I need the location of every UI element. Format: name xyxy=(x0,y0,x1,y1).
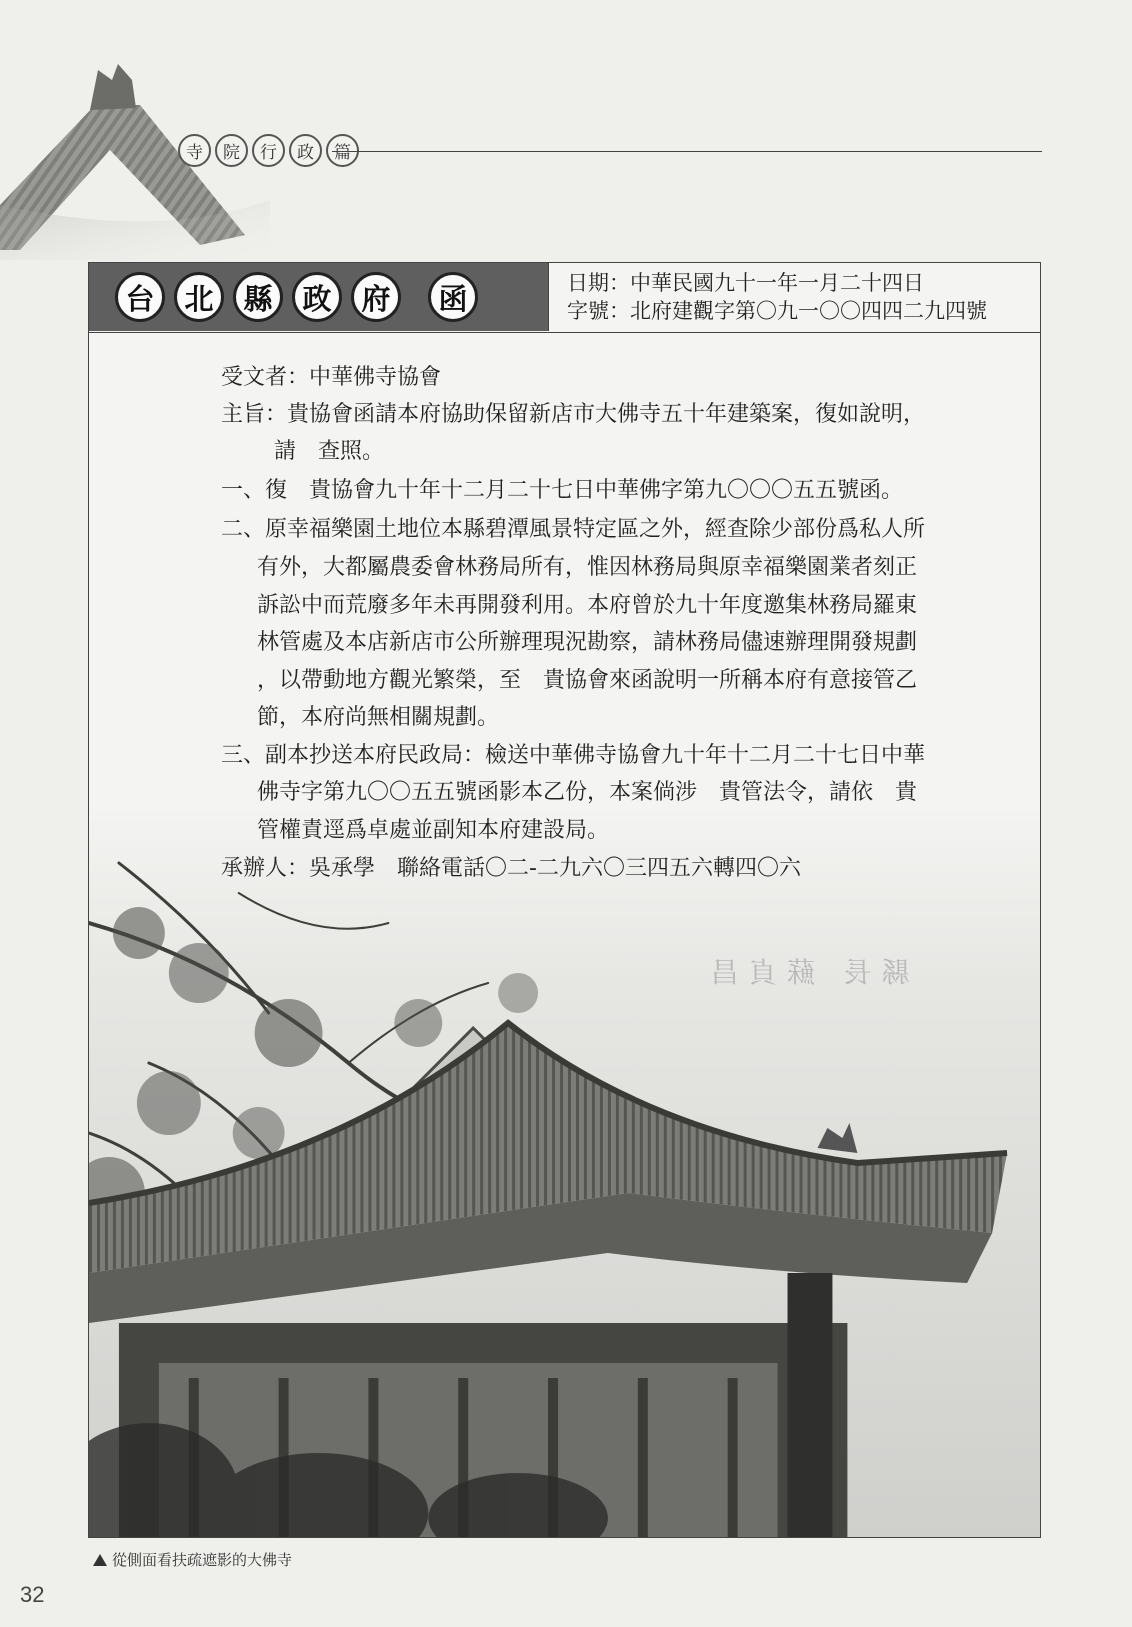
section-title-char: 院 xyxy=(215,134,248,167)
header-rule xyxy=(332,151,1042,152)
section-title-char: 篇 xyxy=(326,134,359,167)
contact-line: 承辦人：吳承學 聯絡電話〇二-二九六〇三四五六轉四〇六 xyxy=(221,856,801,881)
letterhead-char: 縣 xyxy=(233,272,283,322)
photo-caption xyxy=(93,1549,292,1570)
letter-date: 日期：中華民國九十一年一月二十四日 xyxy=(567,271,924,295)
subject-line: 主旨：貴協會函請本府協助保留新店市大佛寺五十年建築案，復如說明， xyxy=(221,402,926,427)
letterhead-char: 北 xyxy=(174,272,224,322)
item-2-line: 節，本府尚無相關規劃。 xyxy=(257,705,500,730)
letterhead-char: 台 xyxy=(115,272,165,322)
document-frame xyxy=(88,262,1041,1538)
section-title-char: 政 xyxy=(289,134,322,167)
recipient-line: 受文者：中華佛寺協會 xyxy=(221,365,442,390)
roof-ornament-image xyxy=(0,0,270,265)
item-2-line: 林管處及本店新店市公所辦理現況勘察，請林務局儘速辦理開發規劃 xyxy=(257,630,918,655)
caption-text: 從側面看扶疏遮影的大佛寺 xyxy=(112,1551,293,1569)
triangle-up-icon xyxy=(93,1554,107,1566)
letter-reference: 字號：北府建觀字第〇九一〇〇四四二九四號 xyxy=(567,299,987,323)
item-2: 二、原幸福樂園土地位本縣碧潭風景特定區之外，經查除少部份爲私人所 xyxy=(221,517,926,542)
section-title-char: 行 xyxy=(252,134,285,167)
item-3-line: 管權責逕爲卓處並副知本府建設局。 xyxy=(257,818,610,843)
item-1: 一、復 貴協會九十年十二月二十七日中華佛字第九〇〇〇五五號函。 xyxy=(221,478,904,503)
letterhead-char-letter: 函 xyxy=(428,272,478,322)
subject-line-cont: 請 查照。 xyxy=(274,439,385,464)
letter-body xyxy=(89,263,1040,1537)
letterhead-char: 府 xyxy=(351,272,401,322)
item-2-line: 訴訟中而荒廢多年未再開發利用。本府曾於九十年度邀集林務局羅東 xyxy=(257,593,918,618)
letterhead-char: 政 xyxy=(292,272,342,322)
page-number: 32 xyxy=(20,1582,45,1607)
item-3: 三、副本抄送本府民政局：檢送中華佛寺協會九十年十二月二十七日中華 xyxy=(221,743,926,768)
section-title-char: 寺 xyxy=(178,134,211,167)
item-2-line: ，以帶動地方觀光繁榮，至 貴協會來函說明一所稱本府有意接管乙 xyxy=(257,668,918,693)
item-2-line: 有外，大都屬農委會林務局所有，惟因林務局與原幸福樂園業者刻正 xyxy=(257,555,918,580)
faded-signature-text: 縣長 蘇貞昌 xyxy=(701,956,910,989)
item-3-line: 佛寺字第九〇〇五五號函影本乙份，本案倘涉 貴管法令，請依 貴 xyxy=(257,780,918,805)
